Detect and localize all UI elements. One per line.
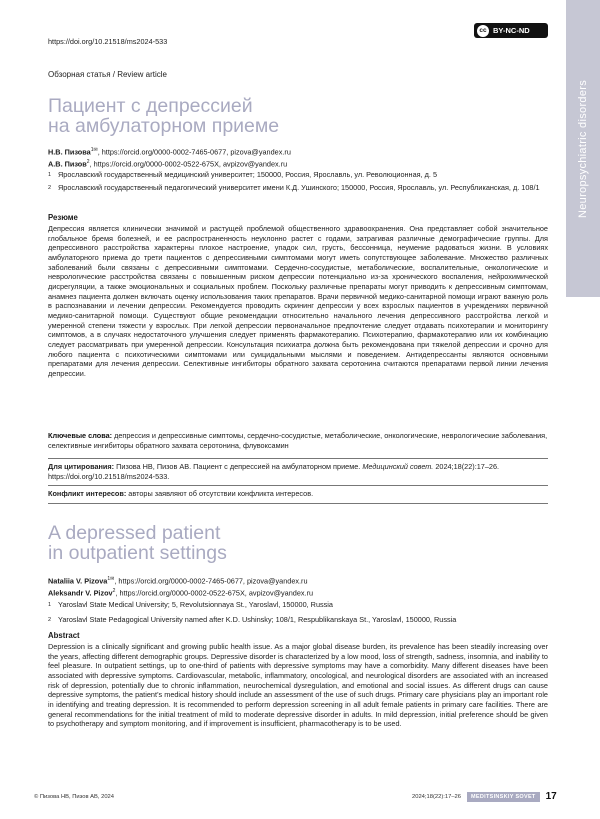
footer-journal: MEDITSINSKIY SOVET bbox=[467, 792, 540, 802]
ru-affiliations bbox=[48, 170, 548, 195]
ru-author-2-name: А.В. Пизов bbox=[48, 159, 87, 169]
section-sidebar-label: Neuropsychiatric disorders bbox=[577, 79, 589, 218]
en-author-1 bbox=[48, 574, 313, 586]
en-affil-1-text: Yaroslavl State Medical University; 5, Revolutsionnaya St., Yaroslavl, 150000, Russia bbox=[58, 600, 333, 609]
ru-citation-text: Пизова НВ, Пизов АВ. Пациент с депрессией на амбулаторном приеме. bbox=[114, 462, 363, 471]
en-author-2 bbox=[48, 586, 313, 598]
en-author-2-sup: 2 bbox=[112, 588, 116, 595]
ru-conflict bbox=[48, 489, 548, 499]
ru-keywords bbox=[48, 431, 548, 450]
en-author-2-name: Aleksandr V. Pizov bbox=[48, 588, 113, 598]
ru-conflict-label: Конфликт интересов: bbox=[48, 489, 127, 498]
divider-2 bbox=[48, 485, 548, 486]
license-badge[interactable] bbox=[474, 23, 548, 38]
license-label: BY-NC-ND bbox=[493, 26, 530, 35]
footer-right bbox=[412, 791, 557, 802]
ru-author-2-sup: 2 bbox=[86, 159, 90, 166]
divider-1 bbox=[48, 458, 548, 459]
ru-title-line1: Пациент с депрессией bbox=[48, 95, 253, 117]
en-authors bbox=[48, 574, 313, 599]
en-title-line1: A depressed patient bbox=[48, 522, 221, 544]
ru-author-1-contacts[interactable]: , https://orcid.org/0000-0002-7465-0677, pizova@yandex.ru bbox=[97, 147, 291, 157]
ru-author-1-sup: 1✉ bbox=[90, 147, 98, 153]
ru-citation-tail[interactable]: 2024;18(22):17–26. https://doi.org/10.21518/ms2024-533. bbox=[48, 462, 500, 481]
footer-page-number: 17 bbox=[545, 791, 557, 802]
en-author-1-contacts[interactable]: , https://orcid.org/0000-0002-7465-0677, pizova@yandex.ru bbox=[114, 576, 308, 586]
ru-affil-2-num: 2 bbox=[48, 184, 52, 191]
ru-affil-2-text: Ярославский государственный педагогический университет имени К.Д. Ушинского; 150000, Россия, Ярославль, ул. Республиканская, д. 108/1 bbox=[58, 182, 540, 192]
ru-citation bbox=[48, 462, 548, 481]
ru-citation-label: Для цитирования: bbox=[48, 462, 115, 471]
ru-keywords-text: депрессия и депрессивные симптомы, сердечно-сосудистые, метаболические, онкологические, неврологические заболевания, селективные ингибиторы обратного захвата серотонина, флувоксамин bbox=[48, 431, 548, 450]
ru-title-line2: на амбулаторном приеме bbox=[48, 115, 280, 137]
doi-link[interactable]: https://doi.org/10.21518/ms2024-533 bbox=[48, 37, 168, 46]
en-affil-2-num: 2 bbox=[48, 616, 52, 623]
ru-affil-1 bbox=[48, 170, 548, 181]
ru-abstract-label: Резюме bbox=[48, 213, 78, 222]
footer-copyright: © Пизова НВ, Пизов АВ, 2024 bbox=[34, 794, 114, 800]
en-affil-1 bbox=[48, 600, 548, 611]
ru-citation-journal: Медицинский совет. bbox=[362, 462, 434, 471]
en-author-1-sup: 1✉ bbox=[107, 576, 115, 582]
cc-icon: cc bbox=[477, 25, 489, 37]
ru-affil-1-num: 1 bbox=[48, 172, 52, 178]
ru-author-2 bbox=[48, 157, 291, 169]
en-affil-2 bbox=[48, 615, 548, 626]
ru-conflict-text: авторы заявляют об отсутствии конфликта интересов. bbox=[126, 489, 314, 498]
en-affil-1-num: 1 bbox=[48, 602, 52, 608]
ru-abstract: Депрессия является клинически значимой и растущей проблемой общественного здравоохранения. Она представляет собой значительное глобальное бремя болезней, и ее распространенность неуклонно растет с годами, затрагивая различные демографические группы. Для депрессивного расстройства характерны плохое настроение, упадок сил, грусть, бессонница, неумение радоваться жизни. В условиях амбулаторного приема до трети пациентов с депрессивными симптомами могут иметь сопутствующее заболевание. Множество различных заболеваний были связаны с депрессивными симптомами. Сердечно-сосудистые, метаболические, воспалительные, онкологические и неврологические расстройства связаны с повышенным риском депрессии потенциально из-за хронического воспаления, нейрохимической дисрегуляции, а также эмоциональных и социальных проблем. Поскольку различные препараты могут приводить к депрессивным симптомам, анамнез пациента должен включать оценку использования таких препаратов. Врачи первичной медико-санитарной помощи играют важную роль в распознавании и лечении депрессии. Рекомендуется проводить скрининг депрессии у всех взрослых пациентов в учреждениях первичной медико-санитарной помощи. Существуют общие рекомендации относительно начального лечения депрессивного расстройства легкой и умеренной степени тяжести у взрослых. При легкой депрессии первоначальное предпочтение следует отдавать психотерапии и мониторингу симптомов, а в случаях недостаточного улучшения следует применять фармакотерапию. Психотерапию, фармакотерапию или их комбинацию следует рассматривать при умеренной депрессии. Консультация психиатра должна быть рекомендована при тяжелой депрессии и срочно для любого пациента с психотическими симптомами или суицидальными мыслями и поведением. Антидепрессанты являются основными препаратами для лечения депрессии. Селективные ингибиторы обратного захвата серотонина считаются препаратами первой линии лечения депрессии. bbox=[48, 224, 548, 378]
en-title-line2: in outpatient settings bbox=[48, 542, 227, 564]
ru-author-2-contacts[interactable]: , https://orcid.org/0000-0002-0522-675X, avpizov@yandex.ru bbox=[89, 159, 288, 169]
en-author-1-name: Nataliia V. Pizova bbox=[48, 576, 108, 586]
section-sidebar-label-wrap bbox=[566, 0, 600, 297]
footer-issue: 2024;18(22):17–26 bbox=[412, 793, 461, 800]
ru-authors bbox=[48, 145, 291, 170]
ru-author-1 bbox=[48, 145, 291, 157]
ru-affil-2 bbox=[48, 183, 548, 194]
en-abstract: Depression is a clinically significant and growing public health issue. As a major global disease burden, its prevalence has been steadily increasing over the years, affecting different demographic groups. Depressive disorder is characterized by a low mood, loss of strength, sadness, insomnia, and inability to feel pleasure. In outpatient settings, up to one-third of patients with depressive symptoms may have a comorbidity. Many different diseases have been associated with depressive symptoms. Cardiovascular, metabolic, inflammatory, oncological, and neurological disorders are associated with an increased risk of depression, potentially due to chronic inflammation, neurochemical dysregulation, and emotional and social issues. As different drugs can cause depressive symptoms, the patient’s medical history should include an assessment of the use of such drugs. Primary care physicians play an important role in identifying and treating depression. It is recommended to perform depression screening in all adult female patients in primary care facilities. There are general recommendations for the initial treatment of mild to moderate depressive disorder in adults. In mild depression, initial preference should be given to psychotherapy and symptom monitoring, and if improvement is insufficient, pharmacotherapy is to be used. bbox=[48, 642, 548, 729]
ru-title bbox=[48, 96, 279, 136]
ru-affil-1-text: Ярославский государственный медицинский университет; 150000, Россия, Ярославль, ул. Революционная, д. 5 bbox=[58, 170, 438, 179]
ru-author-1-name: Н.В. Пизова bbox=[48, 147, 91, 157]
en-affil-2-text: Yaroslavl State Pedagogical University named after K.D. Ushinsky; 108/1, Respublikanskaya St., Yaroslavl, 150000, Russia bbox=[58, 614, 457, 624]
en-affiliations bbox=[48, 600, 548, 627]
divider-3 bbox=[48, 503, 548, 504]
en-abstract-label: Abstract bbox=[48, 631, 80, 640]
en-author-2-contacts[interactable]: , https://orcid.org/0000-0002-0522-675X, avpizov@yandex.ru bbox=[115, 588, 314, 598]
article-type: Обзорная статья / Review article bbox=[48, 70, 167, 79]
en-title bbox=[48, 523, 227, 563]
ru-keywords-label: Ключевые слова: bbox=[48, 431, 113, 440]
